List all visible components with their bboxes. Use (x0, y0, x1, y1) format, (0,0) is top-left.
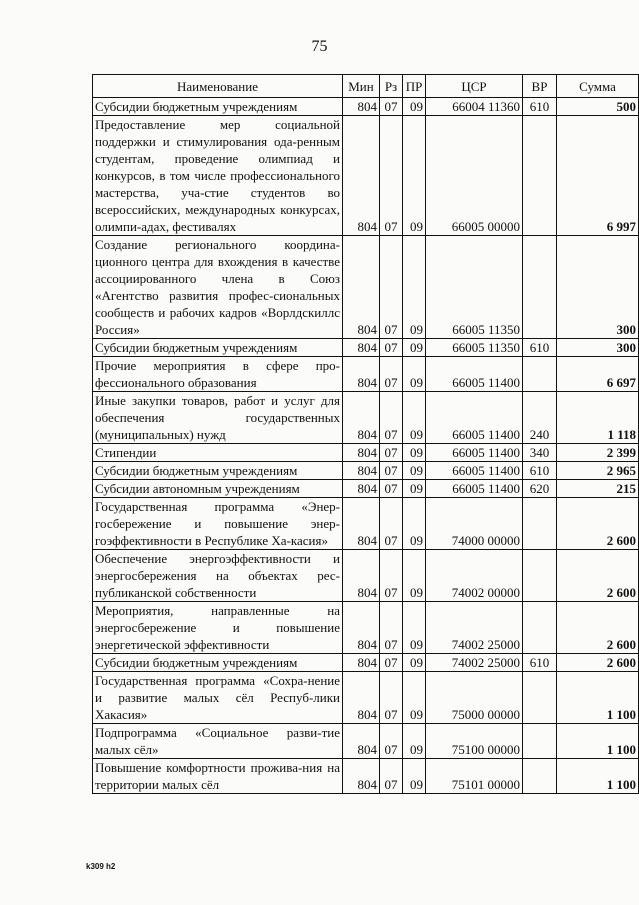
table-row (93, 759, 639, 794)
cell-rz: 07 (380, 672, 403, 724)
cell-pr: 09 (403, 759, 426, 794)
table-row (93, 339, 639, 357)
table-row (93, 550, 639, 602)
cell-pr: 09 (403, 444, 426, 462)
table-row (93, 602, 639, 654)
cell-vr (523, 759, 557, 794)
cell-min: 804 (343, 116, 380, 236)
table-body (93, 98, 639, 794)
cell-sum: 2 965 (557, 462, 639, 480)
cell-pr: 09 (403, 602, 426, 654)
cell-rz: 07 (380, 480, 403, 498)
cell-csr: 66005 11400 (426, 462, 523, 480)
cell-csr: 66005 11350 (426, 339, 523, 357)
cell-vr (523, 724, 557, 759)
cell-min: 804 (343, 672, 380, 724)
cell-sum: 6 997 (557, 116, 639, 236)
cell-pr: 09 (403, 672, 426, 724)
cell-vr: 610 (523, 654, 557, 672)
cell-name: Иные закупки товаров, работ и услуг для обеспечения государственных (муниципальных) нужд (93, 392, 343, 444)
header-vr: ВР (523, 75, 557, 98)
cell-min: 804 (343, 759, 380, 794)
cell-vr (523, 672, 557, 724)
cell-csr: 66005 00000 (426, 116, 523, 236)
cell-rz: 07 (380, 357, 403, 392)
table-row (93, 357, 639, 392)
cell-min: 804 (343, 236, 380, 339)
cell-name: Субсидии бюджетным учреждениям (93, 462, 343, 480)
cell-csr: 66004 11360 (426, 98, 523, 116)
cell-name: Предоставление мер социальной поддержки и стимулирования ода-ренным студентам, проведение олимпиад и конкурсов, в том числе профессионального мастерства, уча-стие студентов во всероссийских, международных конкурсах, олимпи-адах, фестивалях (93, 116, 343, 236)
cell-name: Субсидии бюджетным учреждениям (93, 339, 343, 357)
cell-rz: 07 (380, 498, 403, 550)
cell-min: 804 (343, 392, 380, 444)
cell-name: Прочие мероприятия в сфере про-фессионального образования (93, 357, 343, 392)
cell-csr: 66005 11400 (426, 480, 523, 498)
cell-min: 804 (343, 654, 380, 672)
header-csr: ЦСР (426, 75, 523, 98)
table-row (93, 444, 639, 462)
cell-csr: 66005 11400 (426, 357, 523, 392)
cell-vr (523, 602, 557, 654)
cell-pr: 09 (403, 236, 426, 339)
table-row (93, 672, 639, 724)
cell-vr (523, 357, 557, 392)
cell-sum: 2 600 (557, 498, 639, 550)
cell-sum: 1 118 (557, 392, 639, 444)
cell-csr: 75100 00000 (426, 724, 523, 759)
cell-name: Субсидии бюджетным учреждениям (93, 654, 343, 672)
cell-vr (523, 498, 557, 550)
cell-sum: 6 697 (557, 357, 639, 392)
cell-name: Создание регионального координа-ционного центра для вхождения в качестве ассоциированного члена в Союз «Агентство развития профес-сиональных сообществ и рабочих кадров «Ворлдскиллс Россия» (93, 236, 343, 339)
cell-vr: 620 (523, 480, 557, 498)
header-min: Мин (343, 75, 380, 98)
table-row (93, 480, 639, 498)
cell-name: Стипендии (93, 444, 343, 462)
cell-rz: 07 (380, 462, 403, 480)
cell-csr: 74002 00000 (426, 550, 523, 602)
cell-sum: 215 (557, 480, 639, 498)
cell-sum: 1 100 (557, 672, 639, 724)
table-row (93, 116, 639, 236)
cell-rz: 07 (380, 654, 403, 672)
cell-pr: 09 (403, 392, 426, 444)
cell-csr: 74000 00000 (426, 498, 523, 550)
cell-vr: 240 (523, 392, 557, 444)
cell-min: 804 (343, 498, 380, 550)
cell-pr: 09 (403, 498, 426, 550)
cell-vr: 610 (523, 339, 557, 357)
cell-rz: 07 (380, 759, 403, 794)
table-row (93, 724, 639, 759)
cell-pr: 09 (403, 116, 426, 236)
cell-sum: 2 600 (557, 654, 639, 672)
cell-min: 804 (343, 339, 380, 357)
cell-name: Субсидии автономным учреждениям (93, 480, 343, 498)
cell-sum: 2 600 (557, 602, 639, 654)
cell-csr: 75000 00000 (426, 672, 523, 724)
cell-pr: 09 (403, 550, 426, 602)
cell-sum: 1 100 (557, 759, 639, 794)
cell-pr: 09 (403, 357, 426, 392)
footer-code: k309 h2 (86, 862, 116, 871)
header-name: Наименование (93, 75, 343, 98)
cell-sum: 2 399 (557, 444, 639, 462)
cell-csr: 75101 00000 (426, 759, 523, 794)
cell-name: Повышение комфортности прожива-ния на территории малых сёл (93, 759, 343, 794)
cell-rz: 07 (380, 550, 403, 602)
cell-sum: 2 600 (557, 550, 639, 602)
cell-sum: 500 (557, 98, 639, 116)
cell-pr: 09 (403, 462, 426, 480)
budget-table (92, 74, 639, 794)
cell-rz: 07 (380, 98, 403, 116)
cell-rz: 07 (380, 392, 403, 444)
page-number: 75 (311, 38, 328, 55)
cell-csr: 66005 11400 (426, 392, 523, 444)
cell-vr: 340 (523, 444, 557, 462)
cell-csr: 74002 25000 (426, 602, 523, 654)
cell-vr (523, 236, 557, 339)
cell-vr (523, 550, 557, 602)
cell-min: 804 (343, 357, 380, 392)
cell-vr: 610 (523, 462, 557, 480)
cell-rz: 07 (380, 602, 403, 654)
cell-name: Государственная программа «Сохра-нение и развитие малых сёл Респуб-лики Хакасия» (93, 672, 343, 724)
table-row (93, 654, 639, 672)
table-header-row (93, 75, 639, 98)
cell-name: Мероприятия, направленные на энергосбережение и повышение энергетической эффективности (93, 602, 343, 654)
cell-csr: 66005 11400 (426, 444, 523, 462)
cell-pr: 09 (403, 339, 426, 357)
cell-name: Подпрограмма «Социальное разви-тие малых сёл» (93, 724, 343, 759)
cell-min: 804 (343, 444, 380, 462)
cell-min: 804 (343, 550, 380, 602)
table-row (93, 98, 639, 116)
cell-min: 804 (343, 98, 380, 116)
cell-sum: 1 100 (557, 724, 639, 759)
cell-rz: 07 (380, 236, 403, 339)
cell-min: 804 (343, 480, 380, 498)
header-pr: ПР (403, 75, 426, 98)
header-rz: Рз (380, 75, 403, 98)
cell-pr: 09 (403, 724, 426, 759)
cell-pr: 09 (403, 98, 426, 116)
cell-name: Обеспечение энергоэффективности и энергосбережения на объектах рес-публиканской собственности (93, 550, 343, 602)
table-row (93, 498, 639, 550)
cell-rz: 07 (380, 116, 403, 236)
cell-min: 804 (343, 462, 380, 480)
table-row (93, 392, 639, 444)
cell-min: 804 (343, 602, 380, 654)
cell-pr: 09 (403, 654, 426, 672)
cell-min: 804 (343, 724, 380, 759)
cell-csr: 74002 25000 (426, 654, 523, 672)
table-row (93, 462, 639, 480)
cell-vr: 610 (523, 98, 557, 116)
cell-sum: 300 (557, 339, 639, 357)
cell-rz: 07 (380, 339, 403, 357)
cell-vr (523, 116, 557, 236)
cell-name: Государственная программа «Энер-госбережение и повышение энер-гоэффективности в Республике Ха-касия» (93, 498, 343, 550)
header-sum: Сумма (557, 75, 639, 98)
cell-rz: 07 (380, 444, 403, 462)
cell-rz: 07 (380, 724, 403, 759)
cell-name: Субсидии бюджетным учреждениям (93, 98, 343, 116)
table-row (93, 236, 639, 339)
cell-csr: 66005 11350 (426, 236, 523, 339)
cell-pr: 09 (403, 480, 426, 498)
cell-sum: 300 (557, 236, 639, 339)
